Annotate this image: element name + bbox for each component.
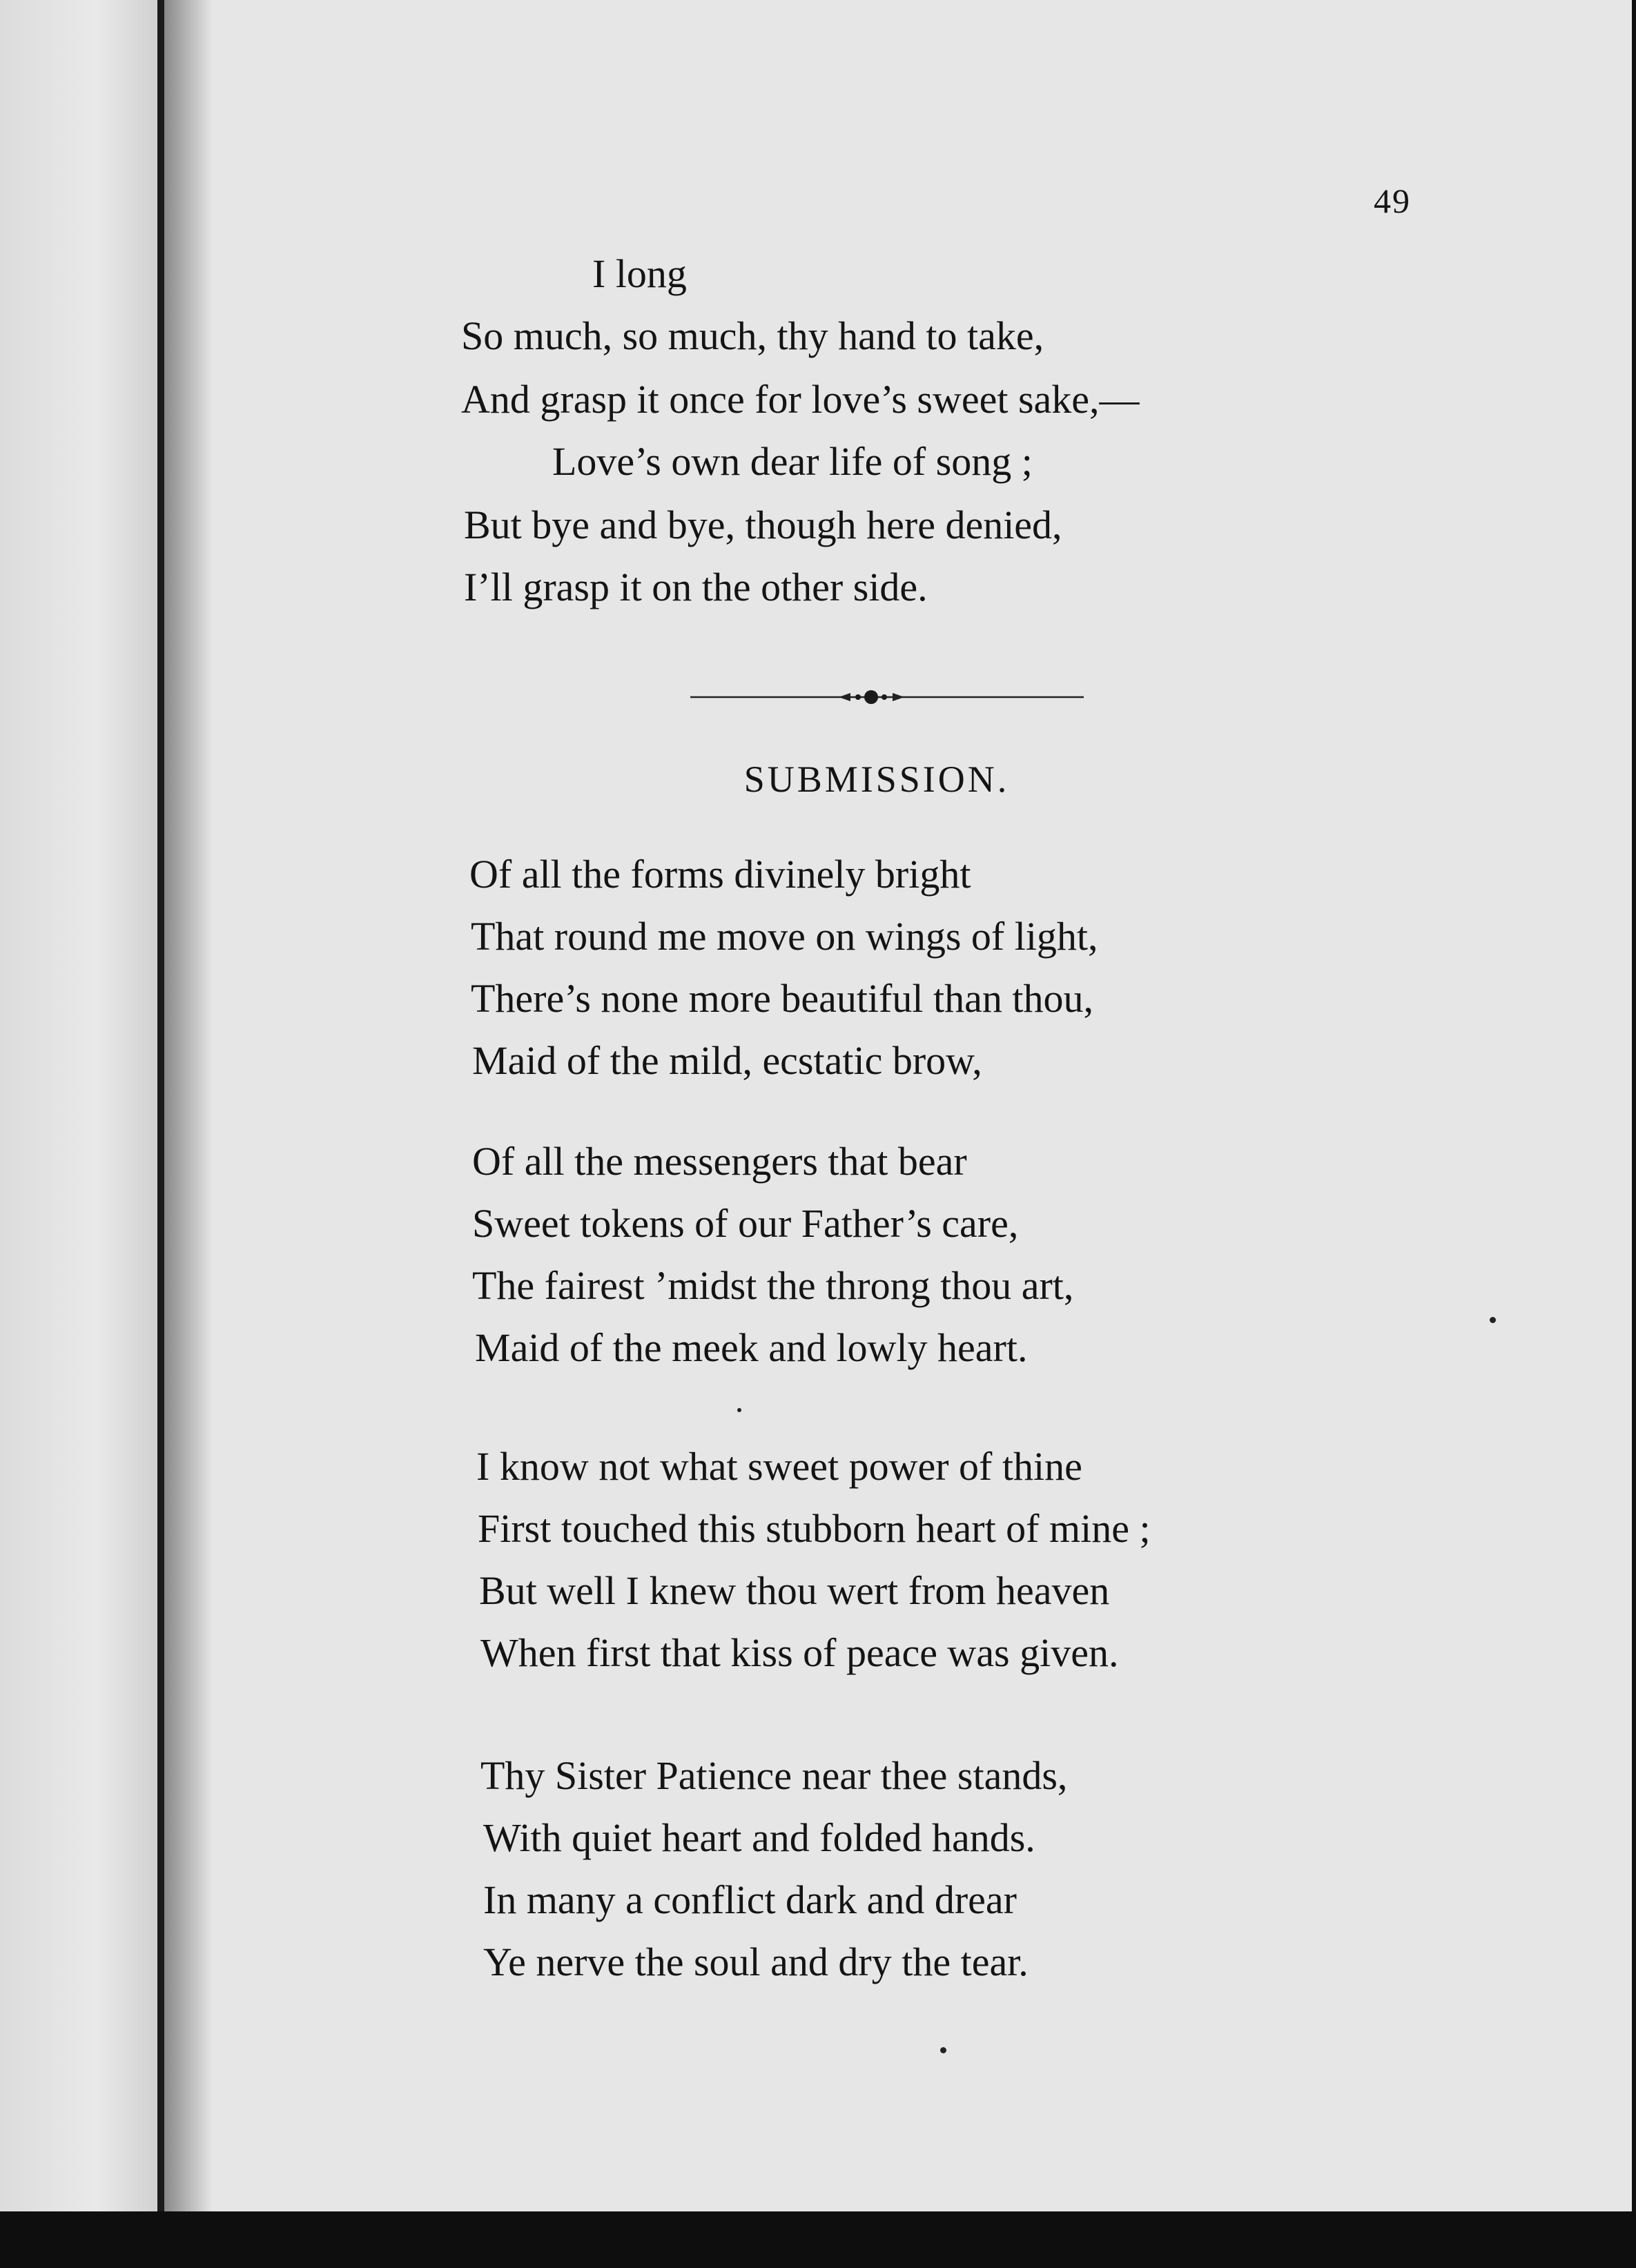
divider-arrow-right <box>893 693 904 701</box>
binding-gutter <box>157 0 164 2216</box>
verse-line: I long <box>592 251 687 296</box>
verse-line: When first that kiss of peace was given. <box>480 1630 1119 1675</box>
verse-line: And grasp it once for love’s sweet sake,— <box>461 377 1140 422</box>
divider-small-dot <box>855 694 861 700</box>
verse-line: That round me move on wings of light, <box>471 914 1098 959</box>
verse-line: But well I knew thou wert from heaven <box>479 1568 1110 1613</box>
divider-small-dot <box>882 694 887 700</box>
scan-border <box>0 2211 1636 2268</box>
verse-line: Of all the forms divinely bright <box>469 852 971 897</box>
verse-line: I know not what sweet power of thine <box>476 1444 1082 1489</box>
gutter-shadow <box>164 0 213 2216</box>
divider-center-dot <box>864 690 878 704</box>
ink-speck <box>737 1408 741 1412</box>
poem-title: SUBMISSION. <box>743 759 1010 800</box>
verse-line: Of all the messengers that bear <box>472 1139 967 1184</box>
verse-line: There’s none more beautiful than thou, <box>471 976 1093 1021</box>
verse-line: Love’s own dear life of song ; <box>552 439 1033 484</box>
left-page-edge <box>0 0 160 2216</box>
verse-line: Sweet tokens of our Father’s care, <box>472 1201 1019 1246</box>
divider-arrow-left <box>839 693 850 701</box>
ornament-divider <box>690 683 1084 711</box>
verse-line: With quiet heart and folded hands. <box>483 1815 1035 1860</box>
verse-line: In many a conflict dark and drear <box>483 1877 1017 1922</box>
ink-speck <box>1490 1317 1496 1323</box>
verse-line: But bye and bye, though here denied, <box>464 502 1062 547</box>
verse-line: First touched this stubborn heart of mine ; <box>478 1506 1151 1551</box>
verse-line: I’ll grasp it on the other side. <box>464 565 928 609</box>
page-number: 49 <box>1374 182 1411 220</box>
verse-line: Thy Sister Patience near thee stands, <box>480 1753 1068 1798</box>
verse-line: Maid of the meek and lowly heart. <box>475 1325 1028 1370</box>
verse-line: Ye nerve the soul and dry the tear. <box>483 1939 1029 1984</box>
verse-line: The fairest ’midst the throng thou art, <box>472 1263 1074 1308</box>
verse-line: So much, so much, thy hand to take, <box>461 313 1044 358</box>
ink-speck <box>940 2047 946 2053</box>
verse-line: Maid of the mild, ecstatic brow, <box>472 1038 982 1083</box>
